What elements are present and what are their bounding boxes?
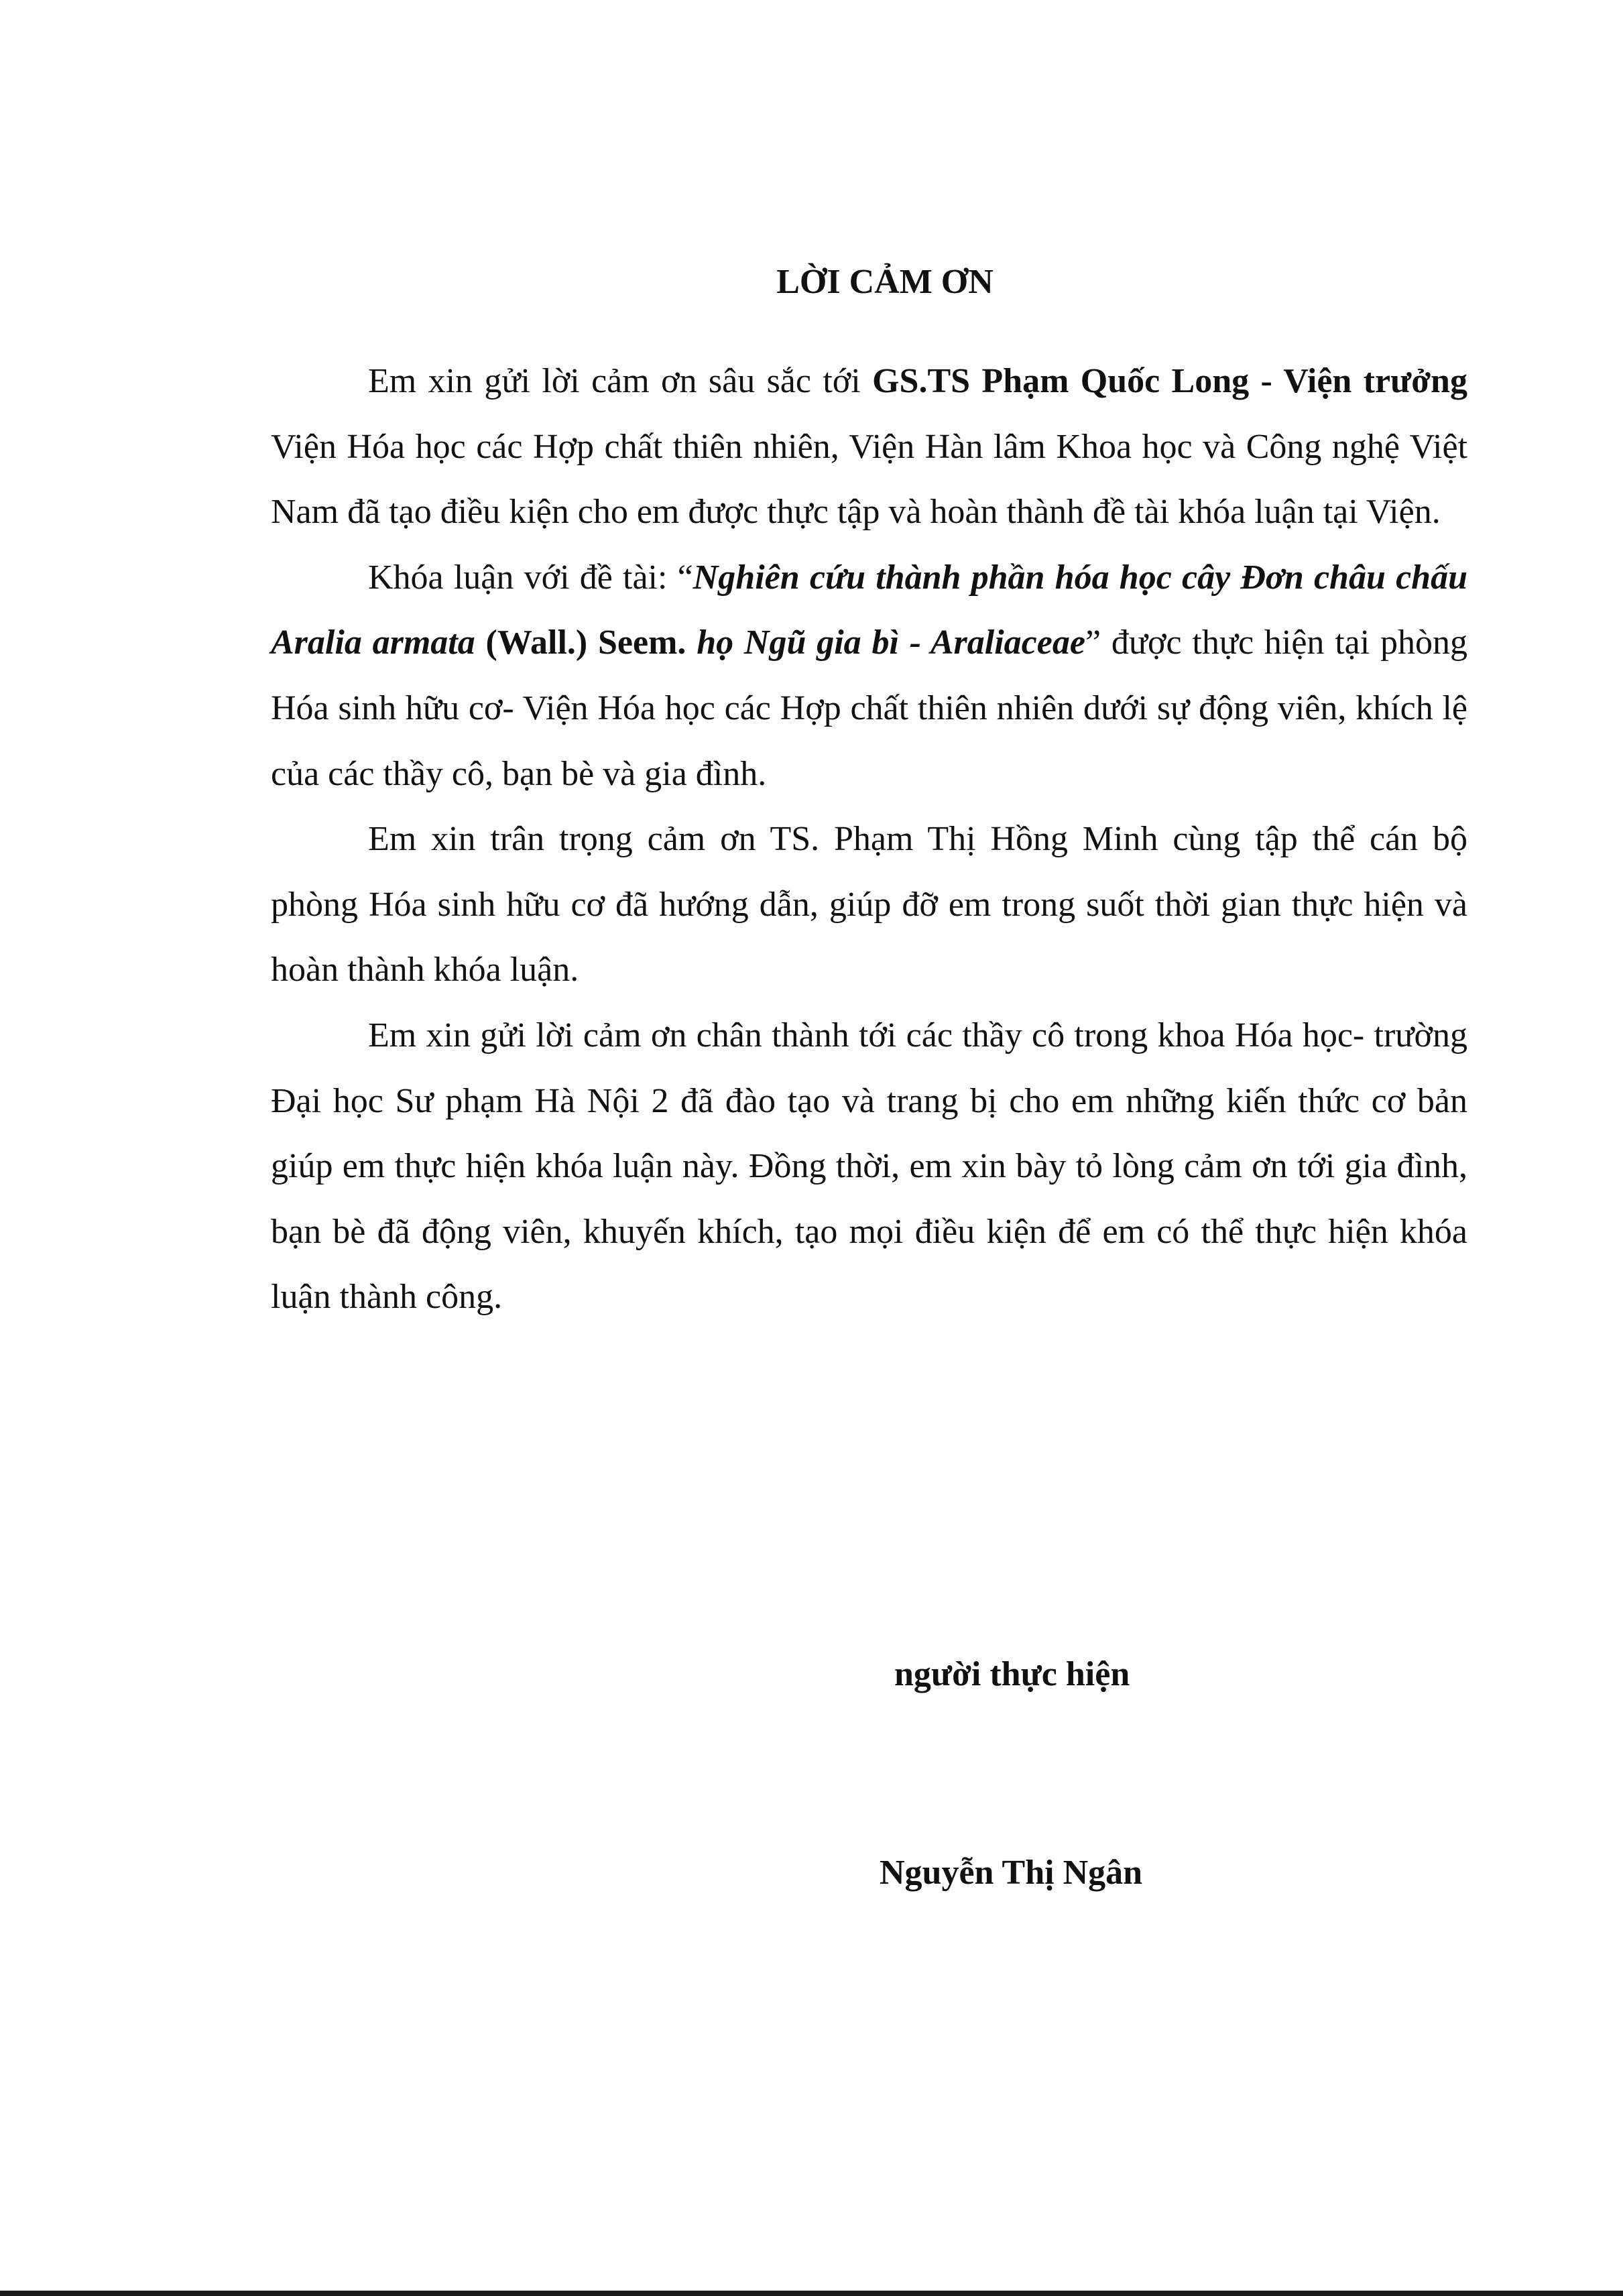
- paragraph-2: [271, 545, 1467, 806]
- paragraph-4: Em xin gửi lời cảm ơn chân thành tới các thầy cô trong khoa Hóa học- trường Đại học Sư phạm Hà Nội 2 đã đào tạo và trang bị cho em những kiến thức cơ bản giúp em thực hiện khóa luận này. Đồng thời, em xin bày tỏ lòng cảm ơn tới gia đình, bạn bè đã động viên, khuyến khích, tạo mọi điều kiện để em có thể thực hiện khóa luận thành công.: [271, 1016, 1467, 1317]
- p2-family-name: họ Ngũ gia bì - Araliaceae: [697, 623, 1085, 662]
- signer-role: người thực hiện: [894, 1655, 1130, 1693]
- p2-thesis-title: Nghiên cứu thành phần hóa học cây Đơn châu chấu Aralia armata: [271, 558, 1468, 662]
- p2-author-citation: (Wall.) Seem.: [475, 623, 697, 662]
- signer-name: Nguyễn Thị Ngân: [880, 1854, 1143, 1892]
- p1-text-1: Em xin gửi lời cảm ơn sâu sắc tới: [368, 362, 873, 400]
- bottom-border: [0, 2291, 1623, 2296]
- p2-text-2: ” được thực hiện tại phòng Hóa sinh hữu cơ- Viện Hóa học các Hợp chất thiên nhiên dưới sự động viên, khích lệ của các thầy cô, bạn bè và gia đình.: [271, 623, 1467, 793]
- p1-text-2: Viện Hóa học các Hợp chất thiên nhiên, Viện Hàn lâm Khoa học và Công nghệ Việt Nam đã tạo điều kiện cho em được thực tập và hoàn thành đề tài khóa luận tại Viện.: [271, 427, 1467, 532]
- paragraph-3: Em xin trân trọng cảm ơn TS. Phạm Thị Hồng Minh cùng tập thể cán bộ phòng Hóa sinh hữu cơ đã hướng dẫn, giúp đỡ em trong suốt thời gian thực hiện và hoàn thành khóa luận.: [271, 820, 1467, 989]
- p2-text-1: Khóa luận với đề tài: “: [368, 558, 693, 597]
- paragraph-1: [271, 349, 1467, 545]
- page-title: LỜI CẢM ƠN: [776, 263, 994, 301]
- p1-supervisor-name: GS.TS Phạm Quốc Long - Viện trưởng: [872, 362, 1467, 400]
- body-text: [271, 349, 1467, 1330]
